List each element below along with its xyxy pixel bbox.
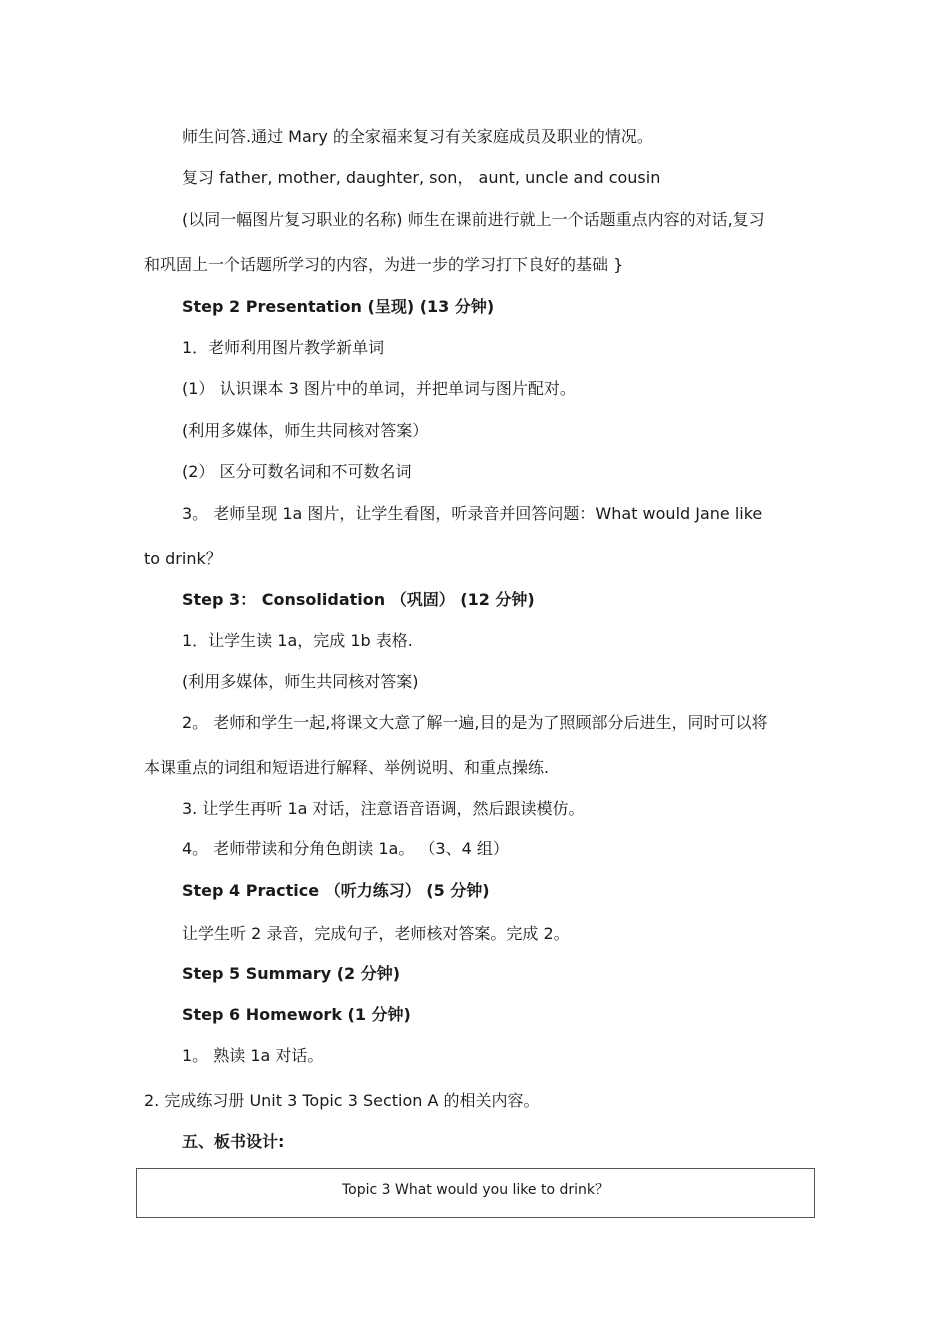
blackboard-design-box [136,1168,815,1218]
section-heading: 五、板书设计: [182,1132,285,1151]
paragraph-continuation: to drink？ [144,549,222,568]
section-heading: Step 3： Consolidation （巩固） (12 分钟) [182,590,535,609]
section-heading: Step 2 Presentation (呈现) (13 分钟) [182,297,495,316]
list-item: 1．让学生读 1a，完成 1b 表格. [182,631,413,650]
paragraph: 复习 father, mother, daughter, son， aunt, uncle and cousin [182,168,661,187]
paragraph: 让学生听 2 录音，完成句子，老师核对答案。完成 2。 [182,924,570,943]
paragraph: 师生问答.通过 Mary 的全家福来复习有关家庭成员及职业的情况。 [182,127,653,146]
list-item: 1．老师利用图片教学新单词 [182,338,385,357]
paragraph: (利用多媒体，师生共同核对答案) [182,672,419,691]
paragraph: (利用多媒体，师生共同核对答案） [182,421,429,440]
list-item: 2。 老师和学生一起,将课文大意了解一遍,目的是为了照顾部分后进生，同时可以将 [182,713,768,732]
list-item: 1。 熟读 1a 对话。 [182,1046,324,1065]
paragraph: (以同一幅图片复习职业的名称) 师生在课前进行就上一个话题重点内容的对话,复习 [182,210,765,229]
section-heading: Step 4 Practice （听力练习） (5 分钟) [182,881,490,900]
section-heading: Step 6 Homework (1 分钟) [182,1005,411,1024]
list-item: 2. 完成练习册 Unit 3 Topic 3 Section A 的相关内容。 [144,1091,540,1110]
list-item: (1） 认识课本 3 图片中的单词，并把单词与图片配对。 [182,379,576,398]
list-item: 3。 老师呈现 1a 图片，让学生看图，听录音并回答问题：What would Jane like [182,504,763,523]
paragraph-continuation: 本课重点的词组和短语进行解释、举例说明、和重点操练. [144,758,550,777]
section-heading: Step 5 Summary (2 分钟) [182,964,401,983]
list-item: 4。 老师带读和分角色朗读 1a。 （3、4 组） [182,839,509,858]
list-item: 3. 让学生再听 1a 对话，注意语音语调，然后跟读模仿。 [182,799,585,818]
blackboard-title: Topic 3 What would you like to drink？ [341,1182,609,1198]
list-item: (2） 区分可数名词和不可数名词 [182,462,412,481]
paragraph-continuation: 和巩固上一个话题所学习的内容，为进一步的学习打下良好的基础 } [144,255,624,274]
